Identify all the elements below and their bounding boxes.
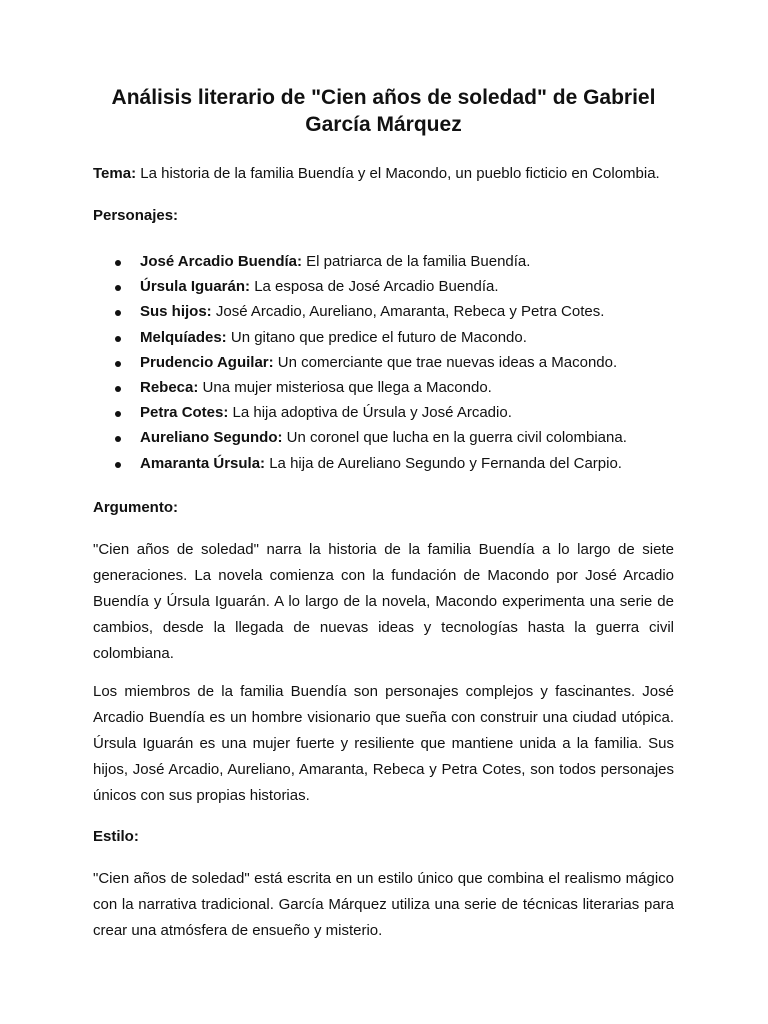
list-item (93, 375, 674, 400)
personajes-heading: Personajes: (93, 207, 179, 224)
personajes-list (93, 249, 674, 476)
list-item (93, 249, 674, 274)
character-name: Sus hijos: (140, 303, 212, 321)
character-description: La hija de Aureliano Segundo y Fernanda del Carpio. (265, 454, 622, 472)
list-item (93, 400, 674, 425)
bullet-icon (115, 386, 121, 392)
character-description: La esposa de José Arcadio Buendía. (250, 278, 499, 296)
character-name: Úrsula Iguarán: (140, 278, 251, 296)
character-name: Melquíades: (140, 328, 227, 346)
character-name: Aureliano Segundo: (140, 429, 283, 447)
list-item (93, 274, 674, 299)
bullet-icon (115, 436, 121, 442)
character-name: Prudencio Aguilar: (140, 353, 274, 371)
character-description: Un gitano que predice el futuro de Macondo. (226, 328, 527, 346)
argumento-paragraph-2: Los miembros de la familia Buendía son personajes complejos y fascinantes. José Arcadio Buendía es un hombre visionario que sueña con construir una ciudad utópica. Úrsula Iguarán es una mujer fuerte y resiliente que mantiene unida a la familia. Sus hijos, José Arcadio, Aureliano, Amaranta, Rebeca y Petra Cotes, son todos personajes únicos con sus propias historias. (93, 682, 674, 804)
tema-label: Tema: (93, 165, 137, 182)
tema-text: La historia de la familia Buendía y el Macondo, un pueblo ficticio en Colombia. (136, 165, 660, 182)
character-description: Un coronel que lucha en la guerra civil colombiana. (282, 429, 627, 447)
bullet-icon (115, 411, 121, 417)
character-description: La hija adoptiva de Úrsula y José Arcadio. (228, 404, 512, 422)
list-item (93, 325, 674, 350)
character-name: José Arcadio Buendía: (140, 253, 302, 270)
bullet-icon (115, 260, 121, 266)
character-description: José Arcadio, Aureliano, Amaranta, Rebeca y Petra Cotes. (211, 303, 605, 321)
estilo-paragraph-1: "Cien años de soledad" está escrita en un estilo único que combina el realismo mágico con la narrativa tradicional. García Márquez utiliza una serie de técnicas literarias para crear una atmósfera de ensueño y misterio. (93, 869, 674, 939)
bullet-icon (115, 361, 121, 367)
tema-paragraph (93, 161, 674, 187)
list-item (93, 350, 674, 375)
character-name: Petra Cotes: (140, 404, 229, 422)
argumento-heading: Argumento: (93, 498, 178, 516)
bullet-icon (115, 310, 121, 316)
argumento-paragraph-1: "Cien años de soledad" narra la historia de la familia Buendía a lo largo de siete generaciones. La novela comienza con la fundación de Macondo por José Arcadio Buendía y Úrsula Iguarán. A lo largo de la novela, Macondo experimenta una serie de cambios, desde la llegada de nuevas ideas y tecnologías hasta la guerra civil colombiana. (93, 540, 674, 662)
list-item (93, 299, 674, 324)
list-item (93, 425, 674, 450)
character-description: Un comerciante que trae nuevas ideas a Macondo. (273, 353, 618, 371)
bullet-icon (115, 462, 121, 468)
bullet-icon (115, 336, 121, 342)
document-title: Análisis literario de "Cien años de soledad" de Gabriel García Márquez (111, 86, 656, 136)
bullet-icon (115, 285, 121, 291)
list-item (93, 451, 674, 476)
character-name: Amaranta Úrsula: (140, 454, 266, 472)
character-description: Una mujer misteriosa que llega a Macondo. (198, 379, 492, 397)
character-description: El patriarca de la familia Buendía. (301, 253, 531, 270)
estilo-heading: Estilo: (93, 827, 139, 845)
character-name: Rebeca: (140, 379, 199, 397)
